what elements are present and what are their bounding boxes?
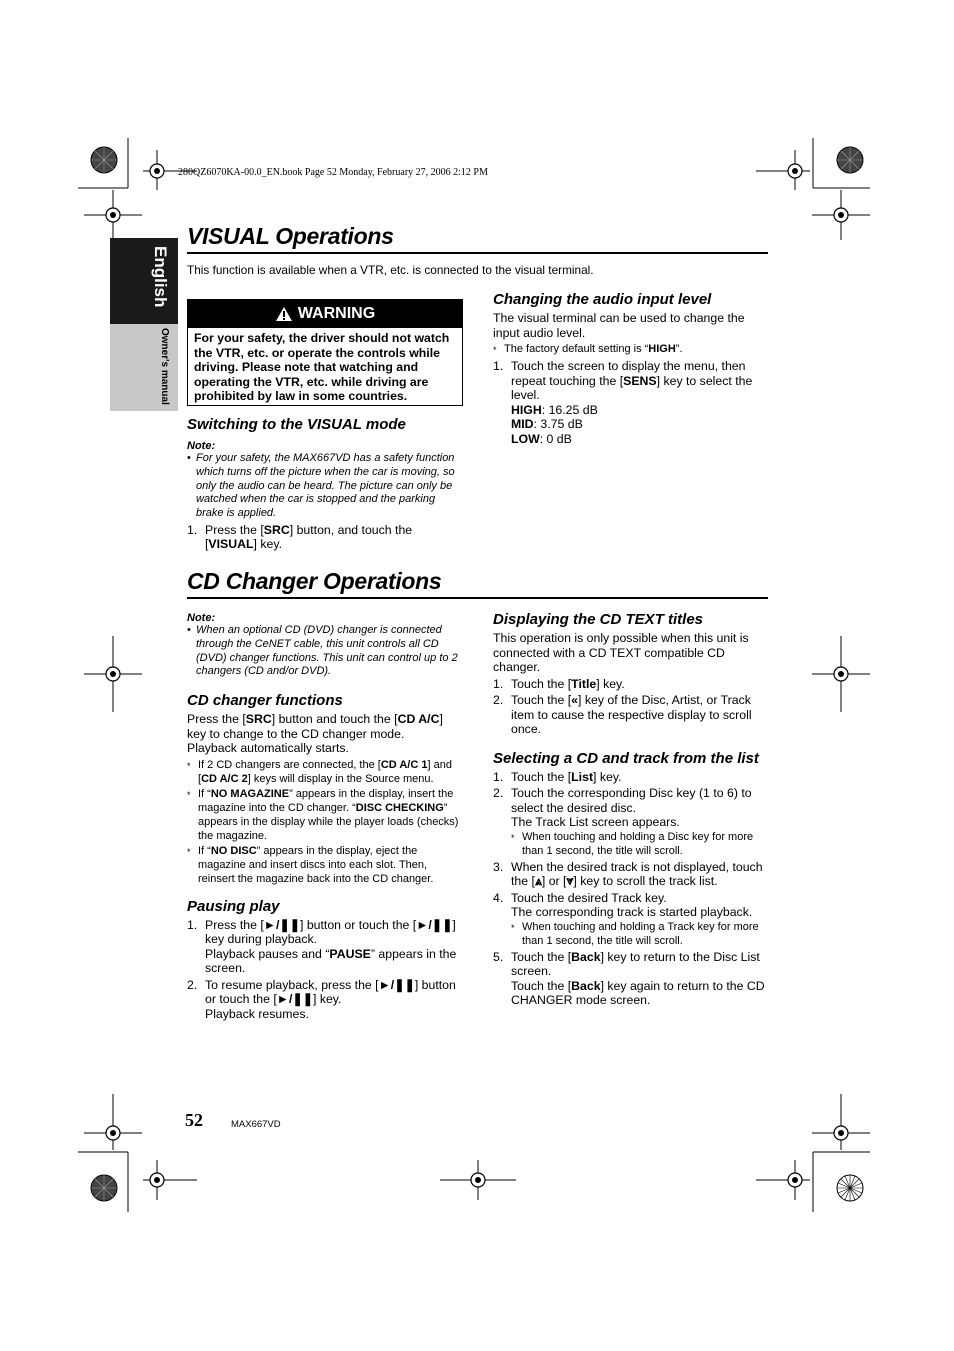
audio-heading: Changing the audio input level bbox=[493, 291, 712, 308]
visual-intro: This function is available when a VTR, etc. is connected to the visual terminal. bbox=[187, 263, 594, 277]
functions-star-3: * If “NO DISC” appears in the display, eject the magazine and insert discs into each slot. Then, reinsert the magazine back into the CD changer. bbox=[187, 844, 463, 886]
warning-title: WARNING bbox=[297, 305, 376, 322]
side-tab bbox=[110, 238, 178, 411]
print-info-line: 280QZ6070KA-00.0_EN.book Page 52 Monday, February 27, 2006 2:12 PM bbox=[178, 167, 488, 178]
functions-star-2: * If “NO MAGAZINE” appears in the display, insert the magazine into the CD changer. “DISC CHECKING” appears in the display while the player loads (checks) the magazine. bbox=[187, 787, 463, 843]
pause-step-1: 1. Press the [►/❚❚] button or touch the [►/❚❚] key during playback. Playback pauses and “PAUSE” appears in the screen. bbox=[187, 917, 457, 976]
cd-title: CD Changer Operations bbox=[187, 568, 442, 594]
audio-default: * The factory default setting is “HIGH”. bbox=[493, 342, 768, 356]
warning-header bbox=[188, 300, 462, 328]
warning-text: For your safety, the driver should not watch the VTR, etc. or operate the controls while driving. Please note that watching and operating the VTR, etc. while driving are prohibited by law in some countries. bbox=[194, 331, 450, 403]
select-step-2: 2. Touch the corresponding Disc key (1 to 6) to select the desired disc. The Track List screen appears. * When touching and holding a Disc key for more than 1 second, the title will scroll. bbox=[493, 786, 768, 858]
cd-text-heading: Displaying the CD TEXT titles bbox=[493, 611, 704, 628]
functions-star-1: * If 2 CD changers are connected, the [CD A/C 1] and [CD A/C 2] keys will display in the Source menu. bbox=[187, 758, 463, 786]
select-step-4: 4. Touch the desired Track key. The corresponding track is started playback. * When touching and holding a Track key for more than 1 second, the title will scroll. bbox=[493, 891, 768, 948]
note-label: Note: bbox=[187, 440, 216, 452]
audio-text: The visual terminal can be used to change the input audio level. bbox=[493, 311, 745, 340]
audio-step: 1. Touch the screen to display the menu, then repeat touching the [SENS] key to select the level. HIGH: 16.25 dB MID: 3.75 dB LOW: 0 dB bbox=[493, 359, 768, 446]
switching-steps bbox=[187, 523, 463, 552]
language-label: English bbox=[151, 246, 170, 308]
warning-triangle-icon bbox=[275, 306, 293, 322]
select-steps bbox=[493, 770, 768, 1008]
select-heading: Selecting a CD and track from the list bbox=[493, 749, 759, 767]
functions-heading: CD changer functions bbox=[187, 692, 343, 710]
manual-label: Owner's manual bbox=[159, 328, 170, 405]
select-step-3: 3. When the desired track is not displayed, touch the [⩓] or [⩔] key to scroll the track list. bbox=[493, 859, 763, 888]
select-step-2-note: * When touching and holding a Disc key for more than 1 second, the title will scroll. bbox=[511, 830, 768, 858]
cd-text-step-2: 2. Touch the [«] key of the Disc, Artist, or Track item to cause the respective display to scroll once. bbox=[493, 693, 752, 736]
cd-text-steps bbox=[493, 677, 768, 737]
visual-title: VISUAL Operations bbox=[187, 223, 394, 249]
cd-text-intro: This operation is only possible when this unit is connected with a CD TEXT compatible CD changer. bbox=[493, 631, 749, 674]
select-step-4-note: * When touching and holding a Track key for more than 1 second, the title will scroll. bbox=[511, 920, 768, 948]
pause-step-2: 2. To resume playback, press the [►/❚❚] button or touch the [►/❚❚] key. Playback resumes. bbox=[187, 977, 456, 1021]
cd-note-label: Note: bbox=[187, 612, 216, 624]
level-mid: MID: 3.75 dB bbox=[511, 417, 583, 431]
pausing-heading: Pausing play bbox=[187, 897, 280, 915]
page-number: 52 bbox=[185, 1110, 203, 1130]
warning-box bbox=[187, 299, 463, 406]
level-low: LOW: 0 dB bbox=[511, 431, 572, 446]
cd-text-step-1: 1. Touch the [Title] key. bbox=[493, 676, 625, 691]
functions-text: Press the [SRC] button and touch the [CD A/C] key to change to the CD changer mode. Playback automatically starts. bbox=[187, 712, 443, 756]
level-high: HIGH: 16.25 dB bbox=[511, 402, 598, 417]
select-step-1: 1. Touch the [List] key. bbox=[493, 769, 622, 784]
select-step-5: 5. Touch the [Back] key to return to the Disc List screen. Touch the [Back] key again to return to the CD CHANGER mode screen. bbox=[493, 949, 765, 1007]
switching-step: 1. Press the [SRC] button, and touch the [VISUAL] key. bbox=[187, 522, 413, 552]
pausing-steps bbox=[187, 918, 463, 1022]
cd-note: • When an optional CD (DVD) changer is connected through the CeNET cable, this unit controls all CD (DVD) changer functions. This unit can control up to 2 changers (CD and/or DVD). bbox=[187, 624, 463, 679]
switching-heading: Switching to the VISUAL mode bbox=[187, 416, 406, 433]
cd-rule bbox=[187, 597, 768, 599]
switching-note: • For your safety, the MAX667VD has a safety function which turns off the picture when the car is moving, so only the audio can be heard. The picture can only be watched when the car is stopped and the parking brake is applied. bbox=[187, 452, 463, 521]
audio-steps bbox=[493, 359, 768, 446]
visual-rule bbox=[187, 252, 768, 254]
model-name: MAX667VD bbox=[231, 1119, 281, 1130]
